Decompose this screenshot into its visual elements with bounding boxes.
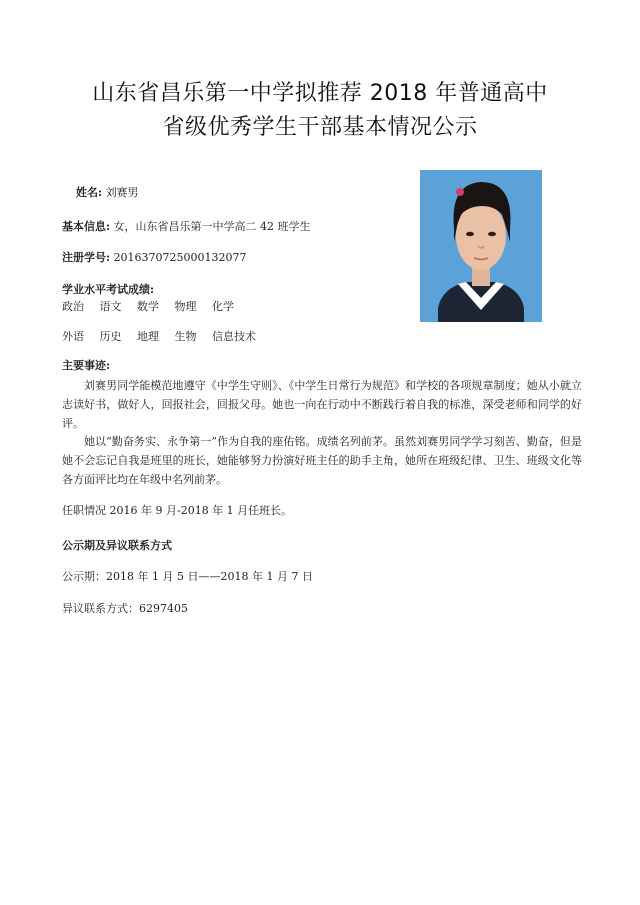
name-row <box>76 186 139 200</box>
basic-info-label: 基本信息: <box>62 220 111 233</box>
document-title-line-2: 省级优秀学生干部基本情况公示 <box>162 115 478 140</box>
portrait-illustration <box>420 170 542 322</box>
exam-label: 学业水平考试成绩: <box>62 283 155 296</box>
subject: 历史 <box>99 330 122 343</box>
subject: 地理 <box>137 330 159 343</box>
deeds-label: 主要事迹: <box>62 359 111 372</box>
subject: 物理 <box>174 300 197 313</box>
name-value: 刘赛男 <box>105 186 139 199</box>
subject: 生物 <box>174 330 197 343</box>
subject: 信息技术 <box>212 330 256 343</box>
notice-period: 公示期：2018 年 1 月 5 日——2018 年 1 月 7 日 <box>62 570 313 583</box>
subject: 政治 <box>62 300 84 313</box>
subject: 化学 <box>212 300 234 313</box>
basic-info-row <box>62 220 311 234</box>
reg-no-value: 2016370725000132077 <box>113 251 247 264</box>
deeds-paragraph-2: 她以“勤奋务实、永争第一”作为自我的座佑铭。成绩名列前茅。虽然刘赛男同学学习刻苦、勤奋，但是她不会忘记自我是班里的班长，她能够努力扮演好班主任的助手主角，她所在班级纪律、卫生、班级文化等各方面评比均在年级中名列前茅。 <box>62 435 582 486</box>
reg-no-label: 注册学号: <box>62 251 111 264</box>
subject: 外语 <box>62 330 84 343</box>
name-label: 姓名: <box>76 186 103 199</box>
reg-no-row <box>62 251 247 265</box>
exam-subjects-row-2 <box>62 330 256 344</box>
document-title-line-1: 山东省昌乐第一中学拟推荐 2018 年普通高中 <box>92 81 548 106</box>
student-photo <box>420 170 542 322</box>
notice-contact: 异议联系方式：6297405 <box>62 602 188 615</box>
notice-heading: 公示期及异议联系方式 <box>62 539 172 552</box>
deeds-paragraph-3: 任职情况 2016 年 9 月-2018 年 1 月任班长。 <box>62 504 293 517</box>
subject: 语文 <box>99 300 122 313</box>
exam-subjects-row-1 <box>62 300 234 314</box>
subject: 数学 <box>137 300 159 313</box>
basic-info-value: 女，山东省昌乐第一中学高二 42 班学生 <box>113 220 311 233</box>
deeds-paragraph-1: 刘赛男同学能模范地遵守《中学生守则》、《中学生日常行为规范》和学校的各项规章制度；她从小就立志读好书，做好人，回报社会，回报父母。她也一向在行动中不断践行着自我的标准，深受老师和同学的好评。 <box>62 379 582 430</box>
